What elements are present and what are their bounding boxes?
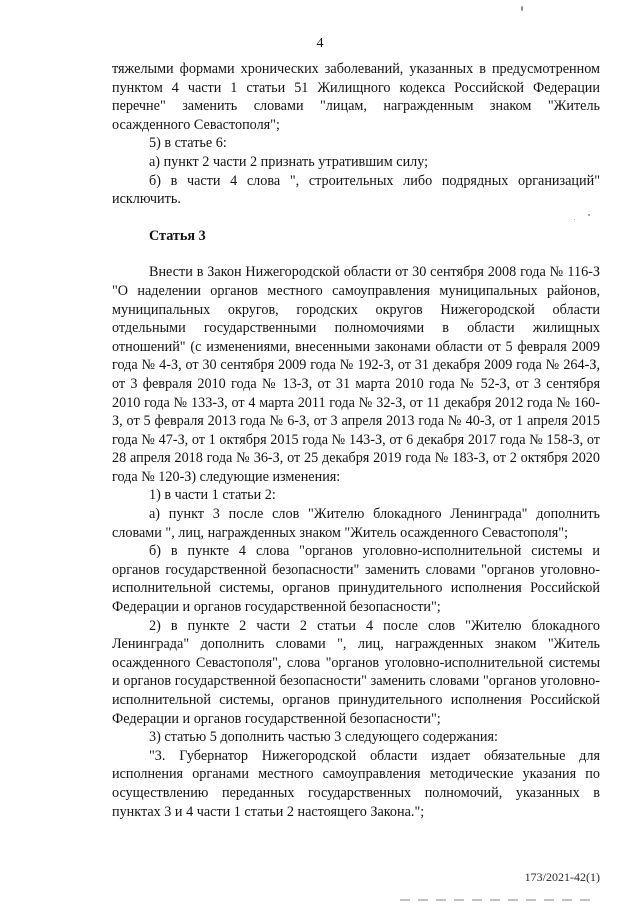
article-heading: Статья 3 [149,227,206,244]
document-body [112,60,600,821]
page-number: 4 [316,36,324,51]
paragraph: тяжелыми формами хронических заболеваний, указанных в предусмотренном пунктом 4 части 1 статьи 51 Жилищного кодекса Российской Федерации перечне" заменить словами "лицам, награжденным знаком "Житель осажденного Севастополя"; [112,61,600,133]
scan-speck [588,214,590,216]
paragraph: 1) в части 1 статьи 2: [149,487,276,504]
scan-artifact-line [400,899,590,901]
paragraph: а) пункт 2 части 2 признать утратившим силу; [149,153,429,170]
document-code: 173/2021-42(1) [524,870,600,884]
paragraph: б) в пункте 4 слова "органов уголовно-исполнительной системы и органов государственной безопасности" заменить словами "органов уголовно-исполнительной системы, органов принудительного исполнения Российской Федерации и органов государственной безопасности"; [112,543,600,616]
paragraph: а) пункт 3 после слов "Жителю блокадного Ленинграда" дополнить словами ", лиц, награжденных знаком "Житель осажденного Севастополя"; [112,506,600,541]
scan-speck [521,6,523,11]
paragraph: 3) статью 5 дополнить частью 3 следующего содержания: [149,729,498,746]
paragraph: 2) в пункте 2 части 2 статьи 4 после слов "Жителю блокадного Ленинграда" дополнить словами ", лиц, награжденных знаком "Житель осажденного Севастополя", слова "органов уголовно-исполнительной системы и органов государственной безопасности" заменить словами "органов уголовно-исполнительной системы, органов принудительного исполнения Российской Федерации и органов государственной безопасности"; [112,617,600,727]
paragraph: б) в части 4 слова ", строительных либо подрядных организаций" исключить. [112,172,600,208]
scan-speck [574,219,575,220]
paragraph: Внести в Закон Нижегородской области от 30 сентября 2008 года № 116-З "О наделении органов местного самоуправления муниципальных районов, муниципальных округов, городских округов Нижегородской области отдельными государственными полномочиями в области жилищных отношений" (с изменениями, внесенными законами области от 5 февраля 2009 года № 4-З, от 30 сентября 2009 года № 192-З, от 31 декабря 2009 года № 264-З, от 3 февраля 2010 года № 13-З, от 31 марта 2010 года № 52-З, от 3 сентября 2010 года № 133-З, от 4 марта 2011 года № 32-З, от 11 декабря 2012 года № 160-З, от 5 февраля 2013 года № 6-З, от 3 апреля 2013 года № 40-З, от 1 апреля 2015 года № 47-З, от 1 октября 2015 года № 143-З, от 6 декабря 2017 года № 158-З, от 28 апреля 2018 года № 36-З, от 25 декабря 2019 года № 183-З, от 2 октября 2020 года № 120-З) следующие изменения: [112,264,600,485]
paragraph: "3. Губернатор Нижегородской области издает обязательные для исполнения органами местного самоуправления методические указания по осуществлению переданных государственных полномочий, указанных в пунктах 3 и 4 части 1 статьи 2 настоящего Закона."; [112,747,600,820]
paragraph: 5) в статье 6: [149,135,227,152]
